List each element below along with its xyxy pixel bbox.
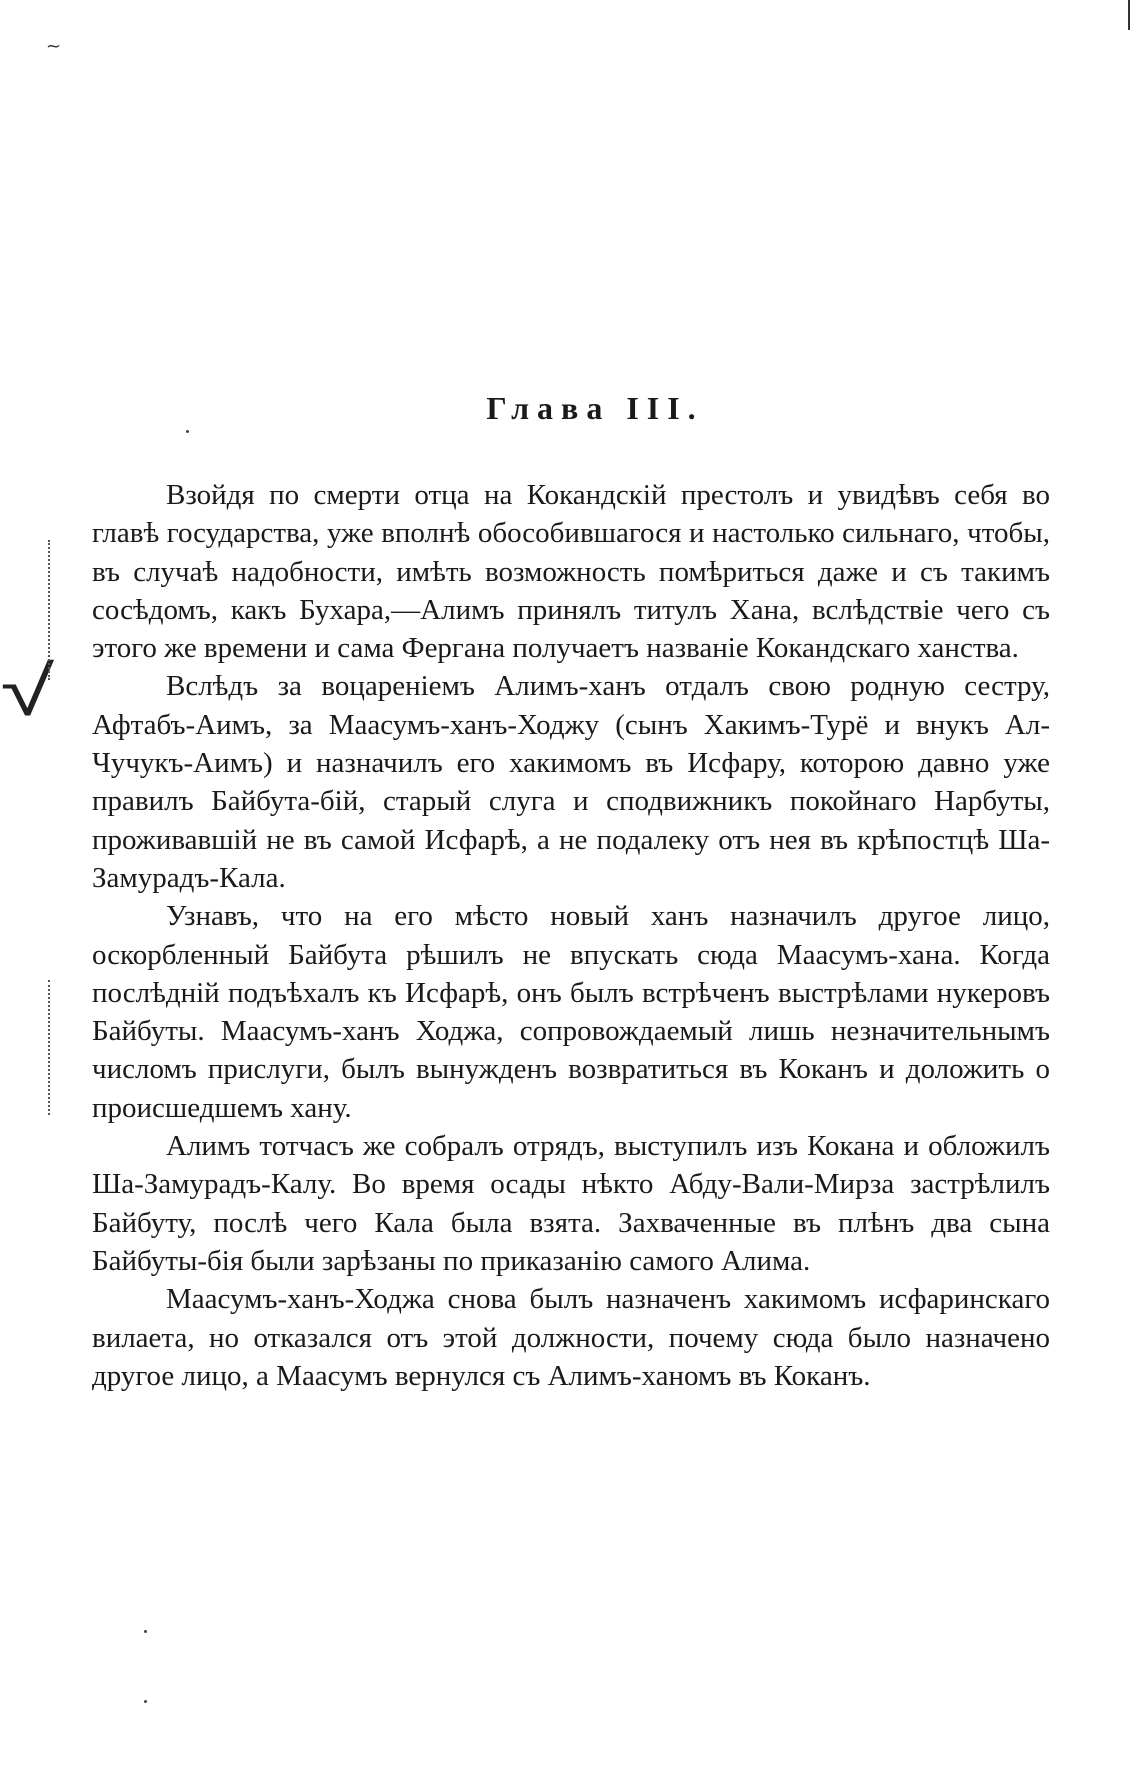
right-edge-tick xyxy=(1128,0,1130,30)
chapter-body xyxy=(92,476,1050,1395)
stray-dot xyxy=(186,430,189,433)
chapter-title: Глава III. xyxy=(486,390,704,426)
paragraph: Взойдя по смерти отца на Кокандскій престолъ и увидѣвъ себя во главѣ государства, уже вполнѣ обособившагося и настолько сильнаго, чтобы, въ случаѣ надобности, имѣть возможность помѣриться даже и съ такимъ сосѣдомъ, какъ Бухара,—Алимъ принялъ титулъ Хана, вслѣдствіе чего съ этого же времени и сама Фергана получаетъ названіе Кокандскаго ханства. xyxy=(92,479,1050,665)
paragraph: Маасумъ-ханъ-Ходжа снова былъ назначенъ хакимомъ исфаринскаго вилаета, но отказался отъ этой должности, почему сюда было назначено другое лицо, а Маасумъ вернулся съ Алимъ-ханомъ въ Коканъ. xyxy=(92,1283,1050,1392)
corner-pencil-mark: ~ xyxy=(46,36,62,57)
stray-dot xyxy=(144,1630,147,1633)
paragraph: Узнавъ, что на его мѣсто новый ханъ назначилъ другое лицо, оскорбленный Байбута рѣшилъ не впускать сюда Маасумъ-хана. Когда послѣдній подъѣхалъ къ Исфарѣ, онъ былъ встрѣченъ выстрѣлами нукеровъ Байбуты. Маасумъ-ханъ Ходжа, сопровождаемый лишь незначительнымъ числомъ прислуги, былъ вынужденъ возвратиться въ Коканъ и доложить о происшедшемъ хану. xyxy=(92,900,1050,1124)
margin-dotted-line xyxy=(48,540,52,680)
stray-dot xyxy=(144,1700,147,1703)
check-mark-icon: √ xyxy=(0,650,55,732)
paragraph: Вслѣдъ за воцареніемъ Алимъ-ханъ отдалъ свою родную сестру, Афтабъ-Аимъ, за Маасумъ-ханъ-Ходжу (сынъ Хакимъ-Турё и внукъ Ал-Чучукъ-Аимъ) и назначилъ его хакимомъ въ Исфару, которою давно уже правилъ Байбута-бій, старый слуга и сподвижникъ покойнаго Нарбуты, проживавшій не въ самой Исфарѣ, а не подалеку отъ нея въ крѣпостцѣ Ша-Замурадъ-Кала. xyxy=(92,670,1050,894)
margin-dotted-line xyxy=(48,980,52,1115)
paragraph: Алимъ тотчасъ же собралъ отрядъ, выступилъ изъ Кокана и обложилъ Ша-Замурадъ-Калу. Во время осады нѣкто Абду-Вали-Мирза застрѣлилъ Байбуту, послѣ чего Кала была взята. Захваченные въ плѣнъ два сына Байбуты-бія были зарѣзаны по приказанію самого Алима. xyxy=(92,1130,1050,1277)
